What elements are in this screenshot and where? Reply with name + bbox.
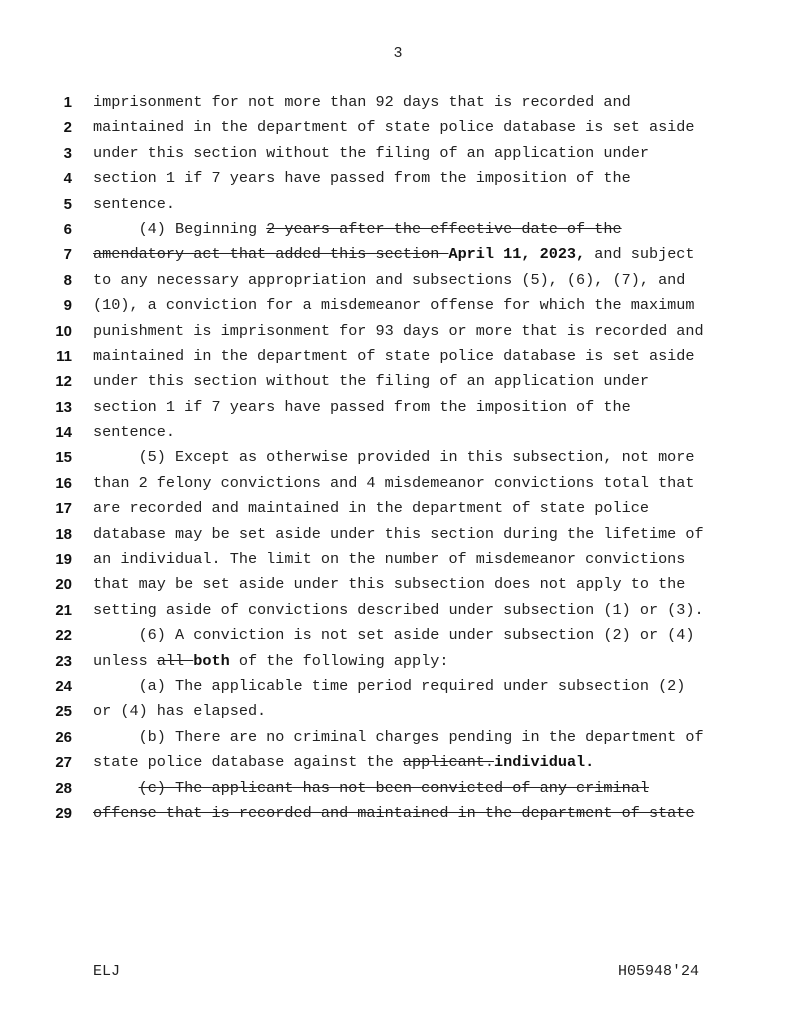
line-text	[93, 420, 175, 445]
line-number: 28	[55, 779, 72, 797]
line-text	[93, 547, 685, 572]
text-segment: sentence.	[93, 423, 176, 442]
text-segment: an individual. The limit on the number of misdemeanor convictions	[93, 550, 686, 569]
line-number: 21	[55, 601, 72, 619]
text-segment	[93, 779, 139, 797]
line-number: 2	[63, 119, 72, 137]
line-text	[93, 445, 695, 470]
page-number: 3	[393, 45, 403, 62]
text-segment: section 1 if 7 years have passed from the imposition of the	[93, 169, 631, 188]
text-segment: (b) There are no criminal charges pending in the department of	[93, 727, 704, 746]
line-number: 11	[56, 347, 72, 365]
text-segment: maintained in the department of state police database is set aside	[93, 118, 695, 137]
inserted-text: individual.	[494, 753, 595, 772]
text-segment: (5) Except as otherwise provided in this subsection, not more	[93, 448, 695, 467]
line-text	[93, 344, 695, 369]
line-text	[93, 141, 649, 166]
line-number: 10	[55, 322, 72, 340]
struck-text: amendatory act that added this section	[93, 245, 449, 264]
document-line	[0, 522, 796, 547]
line-text	[93, 674, 685, 699]
document-line	[0, 623, 796, 648]
text-segment: unless	[93, 651, 157, 670]
line-number: 8	[63, 271, 72, 289]
line-number: 16	[55, 474, 72, 492]
document-line	[0, 192, 796, 217]
document-line	[0, 242, 796, 267]
line-text	[93, 115, 695, 140]
line-text	[93, 623, 695, 648]
line-text	[93, 471, 695, 496]
line-text	[93, 776, 649, 801]
line-text	[93, 217, 622, 242]
line-text	[93, 192, 175, 217]
line-text	[93, 725, 704, 750]
line-number: 29	[55, 804, 72, 822]
line-text	[93, 242, 695, 267]
line-text	[93, 293, 695, 318]
document-line	[0, 141, 796, 166]
document-line	[0, 750, 796, 775]
document-line	[0, 496, 796, 521]
text-segment: maintained in the department of state police database is set aside	[93, 346, 695, 365]
line-number: 6	[63, 220, 72, 238]
text-segment: to any necessary appropriation and subsections (5), (6), (7), and	[93, 270, 686, 289]
line-number: 1	[63, 94, 72, 111]
text-segment: imprisonment for not more than 92 days that is recorded and	[93, 93, 631, 111]
struck-text: (c) The applicant has not been convicted of any criminal	[138, 778, 649, 797]
text-segment: of the following apply:	[229, 651, 449, 670]
line-number: 23	[55, 652, 72, 670]
line-text	[93, 395, 631, 420]
document-line	[0, 420, 796, 445]
text-segment: (6) A conviction is not set aside under subsection (2) or (4)	[93, 626, 695, 645]
document-line	[0, 547, 796, 572]
line-number: 14	[55, 424, 72, 442]
text-segment: (4) Beginning	[93, 219, 267, 238]
document-line	[0, 572, 796, 597]
document-line	[0, 344, 796, 369]
line-text	[93, 699, 266, 724]
line-number: 27	[55, 754, 72, 772]
text-segment: or (4) has elapsed.	[93, 702, 267, 721]
document-line	[0, 598, 796, 623]
line-number: 17	[55, 500, 72, 518]
line-text	[93, 496, 649, 521]
footer-drafter-initials: ELJ	[93, 963, 121, 980]
text-segment: (10), a conviction for a misdemeanor offense for which the maximum	[93, 296, 695, 315]
document-line	[0, 166, 796, 191]
line-number: 15	[55, 449, 72, 467]
text-segment: punishment is imprisonment for 93 days or more that is recorded and	[93, 321, 704, 340]
line-number: 22	[55, 627, 72, 645]
line-number: 18	[55, 525, 72, 543]
document-line	[0, 471, 796, 496]
line-text	[93, 319, 704, 344]
inserted-text: both	[193, 651, 230, 670]
text-segment: under this section without the filing of an application under	[93, 372, 649, 391]
line-text	[93, 649, 449, 674]
line-text	[93, 522, 704, 547]
text-segment: section 1 if 7 years have passed from the imposition of the	[93, 397, 631, 416]
document-line	[0, 395, 796, 420]
struck-text: applicant.	[402, 753, 495, 772]
line-number: 4	[63, 170, 72, 188]
line-number: 19	[55, 551, 72, 569]
line-number: 25	[55, 703, 72, 721]
struck-text: offense that is recorded and maintained in the department of state	[93, 803, 695, 822]
text-segment: under this section without the filing of an application under	[93, 143, 649, 162]
document-line	[0, 445, 796, 470]
text-segment: than 2 felony convictions and 4 misdemeanor convictions total that	[93, 473, 695, 492]
footer-bill-number: H05948'24	[617, 963, 699, 980]
document-line	[0, 293, 796, 318]
text-segment: (a) The applicable time period required under subsection (2)	[93, 676, 686, 695]
struck-text: 2 years after the effective date of the	[266, 219, 622, 238]
line-text	[93, 369, 649, 394]
line-number: 9	[63, 297, 72, 315]
line-text	[93, 268, 685, 293]
document-line	[0, 725, 796, 750]
document-line	[0, 115, 796, 140]
document-line	[0, 369, 796, 394]
text-segment: that may be set aside under this subsection does not apply to the	[93, 575, 686, 594]
line-text	[93, 90, 631, 115]
document-line	[0, 268, 796, 293]
document-line	[0, 90, 796, 115]
line-number: 5	[63, 195, 72, 213]
line-text	[93, 598, 704, 623]
struck-text: all	[156, 651, 194, 670]
document-line	[0, 217, 796, 242]
line-text	[93, 166, 631, 191]
document-line	[0, 699, 796, 724]
line-number: 7	[63, 246, 72, 264]
line-text	[93, 572, 685, 597]
document-line	[0, 776, 796, 801]
line-number: 24	[55, 677, 72, 695]
text-segment: are recorded and maintained in the department of state police	[93, 499, 649, 518]
line-number: 12	[55, 373, 72, 391]
document-line	[0, 801, 796, 826]
document-line	[0, 674, 796, 699]
text-segment: state police database against the	[93, 753, 403, 772]
text-segment: sentence.	[93, 194, 176, 213]
line-number: 20	[55, 576, 72, 594]
line-number: 26	[55, 728, 72, 746]
text-segment: setting aside of convictions described under subsection (1) or (3).	[93, 600, 704, 619]
line-number: 3	[63, 144, 72, 162]
text-segment: and subject	[585, 245, 695, 264]
line-text	[93, 750, 594, 775]
document-line	[0, 649, 796, 674]
line-number: 13	[55, 398, 72, 416]
inserted-text: April 11, 2023,	[448, 245, 586, 264]
document-line	[0, 319, 796, 344]
document-body	[0, 90, 796, 826]
text-segment: database may be set aside under this section during the lifetime of	[93, 524, 704, 543]
line-text	[93, 801, 695, 826]
